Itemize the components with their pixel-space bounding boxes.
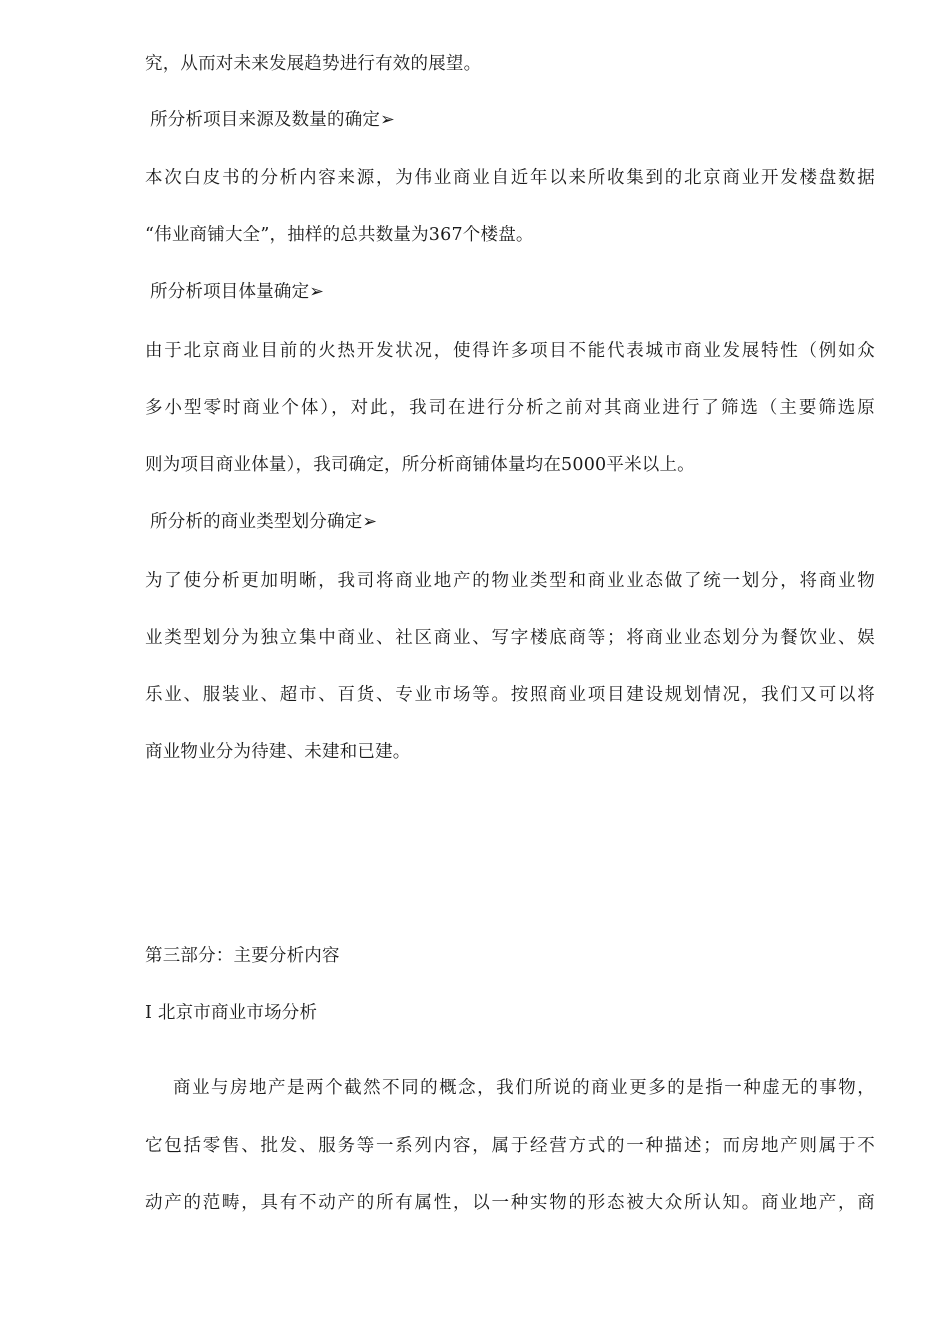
chapter-heading: Ⅰ 北京市商业市场分析 bbox=[145, 1003, 318, 1023]
paragraph-line: 乐业、服装业、超市、百货、专业市场等。按照商业项目建设规划情况，我们又可以将 bbox=[145, 685, 875, 705]
paragraph-line: 为了使分析更加明晰，我司将商业地产的物业类型和商业业态做了统一划分，将商业物 bbox=[145, 571, 875, 591]
paragraph-line: 则为项目商业体量），我司确定，所分析商铺体量均在5000平米以上。 bbox=[145, 455, 695, 475]
section-heading: 所分析的商业类型划分确定➢ bbox=[150, 512, 378, 532]
section-heading: 所分析项目来源及数量的确定➢ bbox=[150, 110, 395, 130]
paragraph-line: 它包括零售、批发、服务等一系列内容，属于经营方式的一种描述；而房地产则属于不 bbox=[145, 1136, 875, 1156]
paragraph-line: 动产的范畴，具有不动产的所有属性，以一种实物的形态被大众所认知。商业地产，商 bbox=[145, 1193, 875, 1213]
paragraph-line: 本次白皮书的分析内容来源，为伟业商业自近年以来所收集到的北京商业开发楼盘数据 bbox=[145, 168, 875, 188]
paragraph-line: 业类型划分为独立集中商业、社区商业、写字楼底商等；将商业业态划分为餐饮业、娱 bbox=[145, 628, 875, 648]
paragraph-line: 多小型零时商业个体），对此，我司在进行分析之前对其商业进行了筛选（主要筛选原 bbox=[145, 398, 875, 418]
paragraph-line: 商业物业分为待建、未建和已建。 bbox=[145, 742, 411, 762]
paragraph-line: 究，从而对未来发展趋势进行有效的展望。 bbox=[145, 54, 482, 74]
paragraph-line: 由于北京商业目前的火热开发状况，使得许多项目不能代表城市商业发展特性（例如众 bbox=[145, 341, 875, 361]
section-heading: 所分析项目体量确定➢ bbox=[150, 282, 325, 302]
part-heading: 第三部分：主要分析内容 bbox=[145, 946, 340, 966]
paragraph-line: “伟业商铺大全”，抽样的总共数量为367个楼盘。 bbox=[145, 225, 534, 245]
paragraph-line: 商业与房地产是两个截然不同的概念，我们所说的商业更多的是指一种虚无的事物， bbox=[173, 1078, 875, 1098]
